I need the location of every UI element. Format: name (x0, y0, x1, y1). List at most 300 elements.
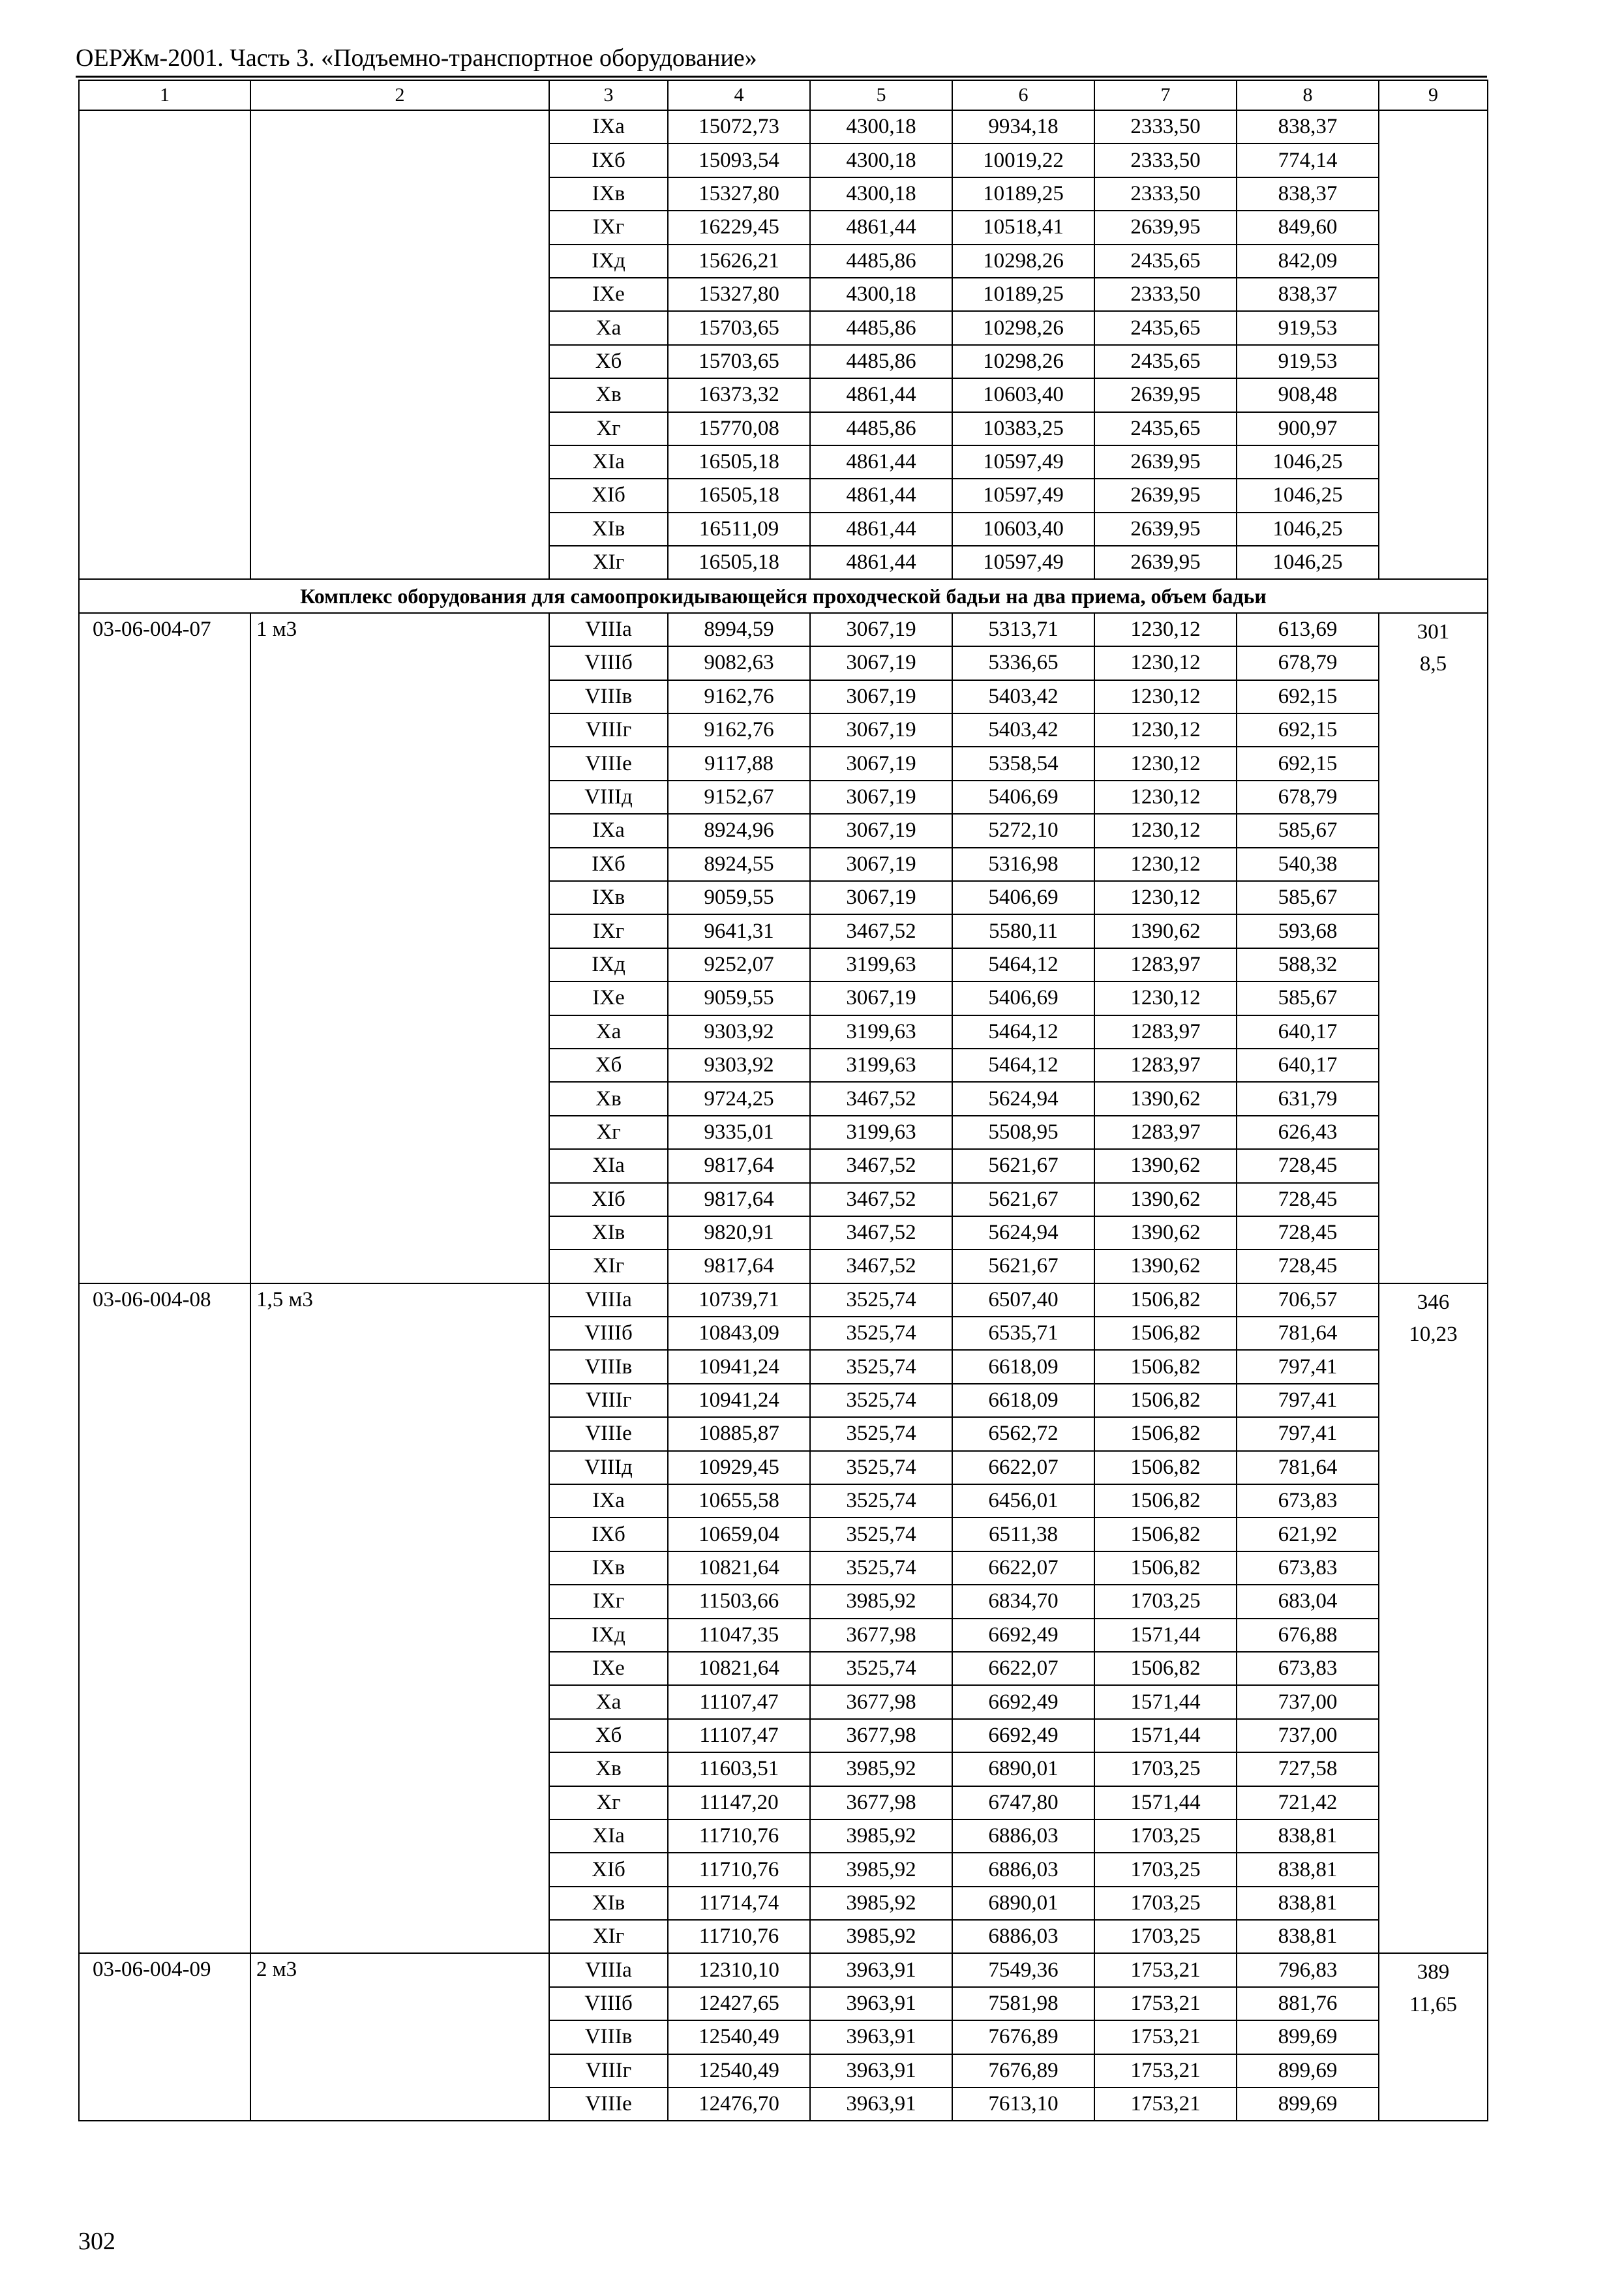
value-cell: 10383,25 (952, 412, 1094, 445)
value-cell: 1506,82 (1094, 1417, 1237, 1450)
value-cell: 3525,74 (810, 1384, 952, 1417)
value-cell: 1753,21 (1094, 2087, 1237, 2121)
zone-cell: VIIIг (549, 713, 668, 747)
column-number-cell: 4 (668, 80, 810, 110)
value-cell: 11603,51 (668, 1752, 810, 1786)
value-cell: 10941,24 (668, 1350, 810, 1383)
value-cell: 1390,62 (1094, 1216, 1237, 1249)
value-cell: 10189,25 (952, 278, 1094, 311)
value-cell: 585,67 (1237, 981, 1379, 1015)
value-cell: 6622,07 (952, 1652, 1094, 1685)
value-cell: 3525,74 (810, 1484, 952, 1518)
value-cell: 621,92 (1237, 1518, 1379, 1551)
value-cell: 3525,74 (810, 1551, 952, 1585)
zone-cell: Xа (549, 1015, 668, 1049)
value-cell: 1046,25 (1237, 479, 1379, 512)
value-cell: 10603,40 (952, 513, 1094, 546)
value-cell: 3467,52 (810, 1249, 952, 1283)
zone-cell: IXе (549, 1652, 668, 1685)
zone-cell: XIа (549, 445, 668, 479)
value-cell: 6692,49 (952, 1685, 1094, 1718)
zone-cell: IXа (549, 110, 668, 143)
column-number-row (79, 80, 1488, 110)
value-cell: 4300,18 (810, 143, 952, 177)
value-cell: 6692,49 (952, 1719, 1094, 1752)
value-cell: 4485,86 (810, 412, 952, 445)
zone-cell: Xа (549, 311, 668, 344)
value-cell: 11147,20 (668, 1786, 810, 1819)
value-cell: 9820,91 (668, 1216, 810, 1249)
value-cell: 10885,87 (668, 1417, 810, 1450)
value-cell: 12540,49 (668, 2020, 810, 2054)
value-cell: 4300,18 (810, 177, 952, 211)
value-cell: 10298,26 (952, 345, 1094, 378)
value-cell: 15093,54 (668, 143, 810, 177)
column-number-cell: 8 (1237, 80, 1379, 110)
zone-cell: Xа (549, 1685, 668, 1718)
value-cell: 3677,98 (810, 1685, 952, 1718)
value-cell: 7549,36 (952, 1953, 1094, 1986)
column-number-cell: 7 (1094, 80, 1237, 110)
extra-value: 301 (1417, 620, 1450, 644)
value-cell: 11710,76 (668, 1920, 810, 1953)
zone-cell: XIг (549, 1920, 668, 1953)
zone-cell: VIIIг (549, 2054, 668, 2087)
value-cell: 9059,55 (668, 981, 810, 1015)
value-cell: 4485,86 (810, 345, 952, 378)
value-cell: 11503,66 (668, 1585, 810, 1618)
value-cell: 781,64 (1237, 1317, 1379, 1350)
extra-value: 11,65 (1409, 1992, 1458, 2016)
value-cell: 6622,07 (952, 1451, 1094, 1484)
zone-cell: IXд (549, 1619, 668, 1652)
value-cell: 10518,41 (952, 211, 1094, 244)
value-cell: 1283,97 (1094, 948, 1237, 981)
zone-cell: VIIIб (549, 1987, 668, 2020)
value-cell: 4861,44 (810, 211, 952, 244)
page-header-title: ОЕРЖм-2001. Часть 3. «Подъемно-транспортное оборудование» (76, 44, 757, 72)
zone-cell: IXг (549, 914, 668, 948)
value-cell: 3067,19 (810, 713, 952, 747)
value-cell: 2435,65 (1094, 245, 1237, 278)
value-cell: 3985,92 (810, 1819, 952, 1853)
name-cell: 1 м3 (250, 613, 549, 1283)
zone-cell: IXб (549, 1518, 668, 1551)
value-cell: 1283,97 (1094, 1116, 1237, 1149)
value-cell: 12310,10 (668, 1953, 810, 1986)
value-cell: 9335,01 (668, 1116, 810, 1149)
value-cell: 9252,07 (668, 948, 810, 981)
column-number-cell: 6 (952, 80, 1094, 110)
value-cell: 899,69 (1237, 2020, 1379, 2054)
value-cell: 1230,12 (1094, 814, 1237, 847)
zone-cell: XIб (549, 1183, 668, 1216)
value-cell: 16505,18 (668, 479, 810, 512)
value-cell: 9817,64 (668, 1149, 810, 1182)
value-cell: 9152,67 (668, 781, 810, 814)
value-cell: 11107,47 (668, 1719, 810, 1752)
value-cell: 10929,45 (668, 1451, 810, 1484)
zone-cell: Xб (549, 345, 668, 378)
extra-cell (1379, 1283, 1488, 1954)
value-cell: 683,04 (1237, 1585, 1379, 1618)
value-cell: 9303,92 (668, 1015, 810, 1049)
value-cell: 3985,92 (810, 1920, 952, 1953)
value-cell: 3677,98 (810, 1719, 952, 1752)
value-cell: 5406,69 (952, 981, 1094, 1015)
value-cell: 797,41 (1237, 1384, 1379, 1417)
value-cell: 3067,19 (810, 781, 952, 814)
value-cell: 3985,92 (810, 1752, 952, 1786)
value-cell: 3963,91 (810, 2054, 952, 2087)
value-cell: 673,83 (1237, 1551, 1379, 1585)
value-cell: 12476,70 (668, 2087, 810, 2121)
zone-cell: XIв (549, 513, 668, 546)
value-cell: 6834,70 (952, 1585, 1094, 1618)
code-cell (79, 110, 250, 579)
value-cell: 7676,89 (952, 2020, 1094, 2054)
value-cell: 5358,54 (952, 747, 1094, 780)
value-cell: 3467,52 (810, 1082, 952, 1115)
value-cell: 6747,80 (952, 1786, 1094, 1819)
value-cell: 1703,25 (1094, 1819, 1237, 1853)
value-cell: 1571,44 (1094, 1786, 1237, 1819)
value-cell: 6618,09 (952, 1384, 1094, 1417)
value-cell: 1230,12 (1094, 848, 1237, 881)
value-cell: 6692,49 (952, 1619, 1094, 1652)
value-cell: 1703,25 (1094, 1853, 1237, 1886)
value-cell: 692,15 (1237, 713, 1379, 747)
value-cell: 1390,62 (1094, 1249, 1237, 1283)
value-cell: 838,37 (1237, 177, 1379, 211)
value-cell: 5508,95 (952, 1116, 1094, 1149)
zone-cell: VIIIв (549, 2020, 668, 2054)
value-cell: 2333,50 (1094, 177, 1237, 211)
value-cell: 2639,95 (1094, 211, 1237, 244)
value-cell: 1571,44 (1094, 1685, 1237, 1718)
value-cell: 678,79 (1237, 781, 1379, 814)
value-cell: 9934,18 (952, 110, 1094, 143)
value-cell: 1390,62 (1094, 1183, 1237, 1216)
value-cell: 1390,62 (1094, 1149, 1237, 1182)
value-cell: 3067,19 (810, 680, 952, 713)
zone-cell: IXв (549, 177, 668, 211)
value-cell: 678,79 (1237, 646, 1379, 680)
value-cell: 15703,65 (668, 345, 810, 378)
name-cell: 1,5 м3 (250, 1283, 549, 1954)
value-cell: 9817,64 (668, 1183, 810, 1216)
column-number-cell: 9 (1379, 80, 1488, 110)
zone-cell: IXе (549, 278, 668, 311)
value-cell: 10821,64 (668, 1551, 810, 1585)
zone-cell: VIIIа (549, 613, 668, 646)
zone-cell: IXв (549, 1551, 668, 1585)
value-cell: 5464,12 (952, 1015, 1094, 1049)
value-cell: 3525,74 (810, 1317, 952, 1350)
value-cell: 838,37 (1237, 110, 1379, 143)
value-cell: 16373,32 (668, 378, 810, 411)
zone-cell: IXв (549, 881, 668, 914)
value-cell: 16505,18 (668, 445, 810, 479)
value-cell: 6535,71 (952, 1317, 1094, 1350)
value-cell: 1230,12 (1094, 881, 1237, 914)
value-cell: 838,81 (1237, 1853, 1379, 1886)
zone-cell: Xв (549, 1752, 668, 1786)
value-cell: 4861,44 (810, 513, 952, 546)
value-cell: 6618,09 (952, 1350, 1094, 1383)
value-cell: 1506,82 (1094, 1384, 1237, 1417)
value-cell: 5621,67 (952, 1249, 1094, 1283)
value-cell: 7613,10 (952, 2087, 1094, 2121)
value-cell: 728,45 (1237, 1249, 1379, 1283)
value-cell: 15327,80 (668, 177, 810, 211)
value-cell: 1506,82 (1094, 1551, 1237, 1585)
zone-cell: Xг (549, 1786, 668, 1819)
extra-cell (1379, 613, 1488, 1283)
value-cell: 5580,11 (952, 914, 1094, 948)
zone-cell: IXа (549, 814, 668, 847)
value-cell: 10597,49 (952, 546, 1094, 579)
column-number-cell: 5 (810, 80, 952, 110)
value-cell: 1703,25 (1094, 1585, 1237, 1618)
value-cell: 1703,25 (1094, 1920, 1237, 1953)
value-cell: 2435,65 (1094, 345, 1237, 378)
zone-cell: IXе (549, 981, 668, 1015)
value-cell: 10843,09 (668, 1317, 810, 1350)
value-cell: 3985,92 (810, 1853, 952, 1886)
value-cell: 797,41 (1237, 1417, 1379, 1450)
zone-cell: VIIIб (549, 646, 668, 680)
value-cell: 4485,86 (810, 245, 952, 278)
value-cell: 9162,76 (668, 680, 810, 713)
value-cell: 1703,25 (1094, 1887, 1237, 1920)
value-cell: 10597,49 (952, 445, 1094, 479)
value-cell: 5406,69 (952, 781, 1094, 814)
value-cell: 673,83 (1237, 1652, 1379, 1685)
zone-cell: VIIIб (549, 1317, 668, 1350)
value-cell: 919,53 (1237, 311, 1379, 344)
value-cell: 9303,92 (668, 1049, 810, 1082)
zone-cell: IXб (549, 848, 668, 881)
value-cell: 797,41 (1237, 1350, 1379, 1383)
value-cell: 728,45 (1237, 1216, 1379, 1249)
zone-cell: Xб (549, 1719, 668, 1752)
value-cell: 10597,49 (952, 479, 1094, 512)
value-cell: 2333,50 (1094, 110, 1237, 143)
value-cell: 5316,98 (952, 848, 1094, 881)
name-cell (250, 110, 549, 579)
value-cell: 3525,74 (810, 1652, 952, 1685)
code-cell: 03-06-004-09 (79, 1953, 250, 2121)
value-cell: 2435,65 (1094, 311, 1237, 344)
value-cell: 585,67 (1237, 814, 1379, 847)
value-cell: 16229,45 (668, 211, 810, 244)
zone-cell: IXа (549, 1484, 668, 1518)
value-cell: 15626,21 (668, 245, 810, 278)
zone-cell: IXд (549, 245, 668, 278)
value-cell: 1506,82 (1094, 1317, 1237, 1350)
value-cell: 6886,03 (952, 1920, 1094, 1953)
value-cell: 1753,21 (1094, 1987, 1237, 2020)
value-cell: 3199,63 (810, 1049, 952, 1082)
value-cell: 6456,01 (952, 1484, 1094, 1518)
value-cell: 3963,91 (810, 1953, 952, 1986)
value-cell: 3525,74 (810, 1283, 952, 1317)
value-cell: 3467,52 (810, 1149, 952, 1182)
value-cell: 8994,59 (668, 613, 810, 646)
value-cell: 728,45 (1237, 1183, 1379, 1216)
value-cell: 3985,92 (810, 1585, 952, 1618)
value-cell: 3067,19 (810, 814, 952, 847)
value-cell: 9117,88 (668, 747, 810, 780)
value-cell: 5464,12 (952, 1049, 1094, 1082)
value-cell: 706,57 (1237, 1283, 1379, 1317)
value-cell: 692,15 (1237, 680, 1379, 713)
value-cell: 10298,26 (952, 245, 1094, 278)
value-cell: 842,09 (1237, 245, 1379, 278)
zone-cell: VIIIе (549, 1417, 668, 1450)
value-cell: 12427,65 (668, 1987, 810, 2020)
zone-cell: IXг (549, 211, 668, 244)
value-cell: 3525,74 (810, 1518, 952, 1551)
value-cell: 5272,10 (952, 814, 1094, 847)
value-cell: 1753,21 (1094, 1953, 1237, 1986)
value-cell: 6886,03 (952, 1819, 1094, 1853)
value-cell: 1283,97 (1094, 1015, 1237, 1049)
zone-cell: XIб (549, 1853, 668, 1886)
name-cell: 2 м3 (250, 1953, 549, 2121)
zone-cell: VIIIа (549, 1283, 668, 1317)
value-cell: 6622,07 (952, 1551, 1094, 1585)
zone-cell: VIIIа (549, 1953, 668, 1986)
value-cell: 16505,18 (668, 546, 810, 579)
value-cell: 676,88 (1237, 1619, 1379, 1652)
value-cell: 10739,71 (668, 1283, 810, 1317)
value-cell: 631,79 (1237, 1082, 1379, 1115)
value-cell: 11710,76 (668, 1819, 810, 1853)
zone-cell: XIа (549, 1819, 668, 1853)
value-cell: 4861,44 (810, 479, 952, 512)
value-cell: 2333,50 (1094, 143, 1237, 177)
value-cell: 1230,12 (1094, 781, 1237, 814)
value-cell: 899,69 (1237, 2054, 1379, 2087)
zone-cell: XIг (549, 1249, 668, 1283)
value-cell: 5624,94 (952, 1082, 1094, 1115)
value-cell: 1506,82 (1094, 1518, 1237, 1551)
value-cell: 640,17 (1237, 1015, 1379, 1049)
value-cell: 4861,44 (810, 546, 952, 579)
value-cell: 849,60 (1237, 211, 1379, 244)
value-cell: 2639,95 (1094, 513, 1237, 546)
value-cell: 626,43 (1237, 1116, 1379, 1149)
value-cell: 3677,98 (810, 1786, 952, 1819)
value-cell: 721,42 (1237, 1786, 1379, 1819)
extra-value: 10,23 (1409, 1323, 1458, 1347)
value-cell: 1046,25 (1237, 546, 1379, 579)
extra-cell (1379, 1953, 1488, 2121)
value-cell: 5464,12 (952, 948, 1094, 981)
value-cell: 3199,63 (810, 1015, 952, 1049)
column-number-cell: 1 (79, 80, 250, 110)
value-cell: 3067,19 (810, 981, 952, 1015)
value-cell: 15703,65 (668, 311, 810, 344)
column-number-cell: 3 (549, 80, 668, 110)
value-cell: 11107,47 (668, 1685, 810, 1718)
table-row (79, 1953, 1488, 1986)
header-rule (76, 76, 1487, 78)
table-row (79, 1283, 1488, 1317)
value-cell: 1230,12 (1094, 646, 1237, 680)
column-number-cell: 2 (250, 80, 549, 110)
value-cell: 5336,65 (952, 646, 1094, 680)
value-cell: 8924,96 (668, 814, 810, 847)
value-cell: 5621,67 (952, 1183, 1094, 1216)
section-title-row (79, 579, 1488, 612)
value-cell: 1753,21 (1094, 2020, 1237, 2054)
value-cell: 919,53 (1237, 345, 1379, 378)
value-cell: 838,81 (1237, 1887, 1379, 1920)
value-cell: 3067,19 (810, 848, 952, 881)
value-cell: 5403,42 (952, 713, 1094, 747)
value-cell: 908,48 (1237, 378, 1379, 411)
zone-cell: Xв (549, 378, 668, 411)
zone-cell: XIв (549, 1887, 668, 1920)
value-cell: 6890,01 (952, 1887, 1094, 1920)
value-cell: 2639,95 (1094, 378, 1237, 411)
value-cell: 9817,64 (668, 1249, 810, 1283)
value-cell: 15770,08 (668, 412, 810, 445)
value-cell: 1283,97 (1094, 1049, 1237, 1082)
value-cell: 10821,64 (668, 1652, 810, 1685)
value-cell: 11714,74 (668, 1887, 810, 1920)
value-cell: 838,37 (1237, 278, 1379, 311)
value-cell: 585,67 (1237, 881, 1379, 914)
value-cell: 900,97 (1237, 412, 1379, 445)
value-cell: 1230,12 (1094, 981, 1237, 1015)
value-cell: 10603,40 (952, 378, 1094, 411)
value-cell: 737,00 (1237, 1685, 1379, 1718)
value-cell: 881,76 (1237, 1987, 1379, 2020)
value-cell: 781,64 (1237, 1451, 1379, 1484)
value-cell: 3525,74 (810, 1417, 952, 1450)
value-cell: 11710,76 (668, 1853, 810, 1886)
value-cell: 9641,31 (668, 914, 810, 948)
value-cell: 1506,82 (1094, 1283, 1237, 1317)
value-cell: 1230,12 (1094, 747, 1237, 780)
value-cell: 673,83 (1237, 1484, 1379, 1518)
value-cell: 4300,18 (810, 110, 952, 143)
zone-cell: VIIIв (549, 1350, 668, 1383)
value-cell: 3467,52 (810, 914, 952, 948)
value-cell: 10019,22 (952, 143, 1094, 177)
zone-cell: Xв (549, 1082, 668, 1115)
value-cell: 11047,35 (668, 1619, 810, 1652)
value-cell: 9724,25 (668, 1082, 810, 1115)
value-cell: 1506,82 (1094, 1484, 1237, 1518)
zone-cell: VIIIд (549, 1451, 668, 1484)
value-cell: 6562,72 (952, 1417, 1094, 1450)
value-cell: 3467,52 (810, 1183, 952, 1216)
value-cell: 1390,62 (1094, 1082, 1237, 1115)
value-cell: 1390,62 (1094, 914, 1237, 948)
value-cell: 5621,67 (952, 1149, 1094, 1182)
zone-cell: Xб (549, 1049, 668, 1082)
value-cell: 5406,69 (952, 881, 1094, 914)
value-cell: 6511,38 (952, 1518, 1094, 1551)
extra-cell (1379, 110, 1488, 579)
value-cell: 4861,44 (810, 378, 952, 411)
value-cell: 9059,55 (668, 881, 810, 914)
